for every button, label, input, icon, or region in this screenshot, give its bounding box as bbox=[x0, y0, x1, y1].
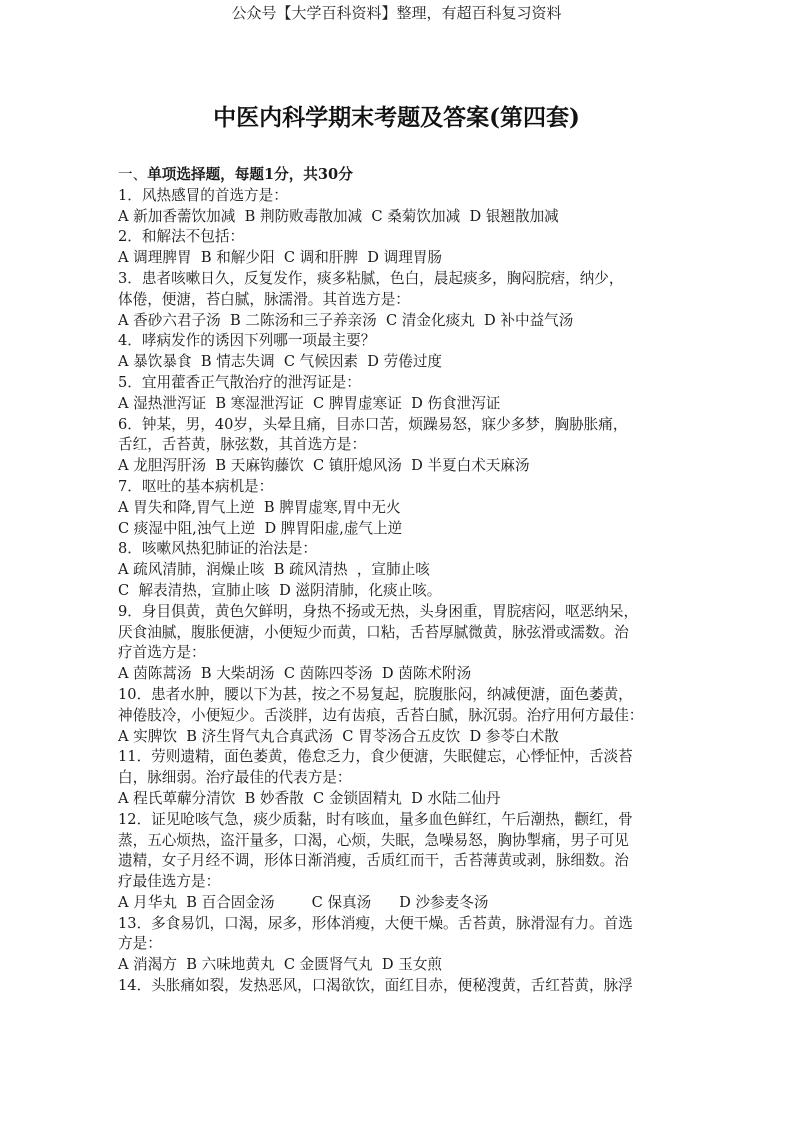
document-body bbox=[118, 165, 680, 997]
question-item bbox=[118, 539, 680, 601]
question-stem-line: 14．头胀痛如裂，发热恶风，口渴欲饮，面红目赤，便秘溲黄，舌红苔黄，脉浮 bbox=[118, 977, 633, 995]
question-stem-line: 疗首选方是： bbox=[118, 644, 206, 662]
question-stem-line: 7．呕吐的基本病机是： bbox=[118, 477, 274, 495]
question-item bbox=[118, 477, 680, 539]
answer-options-line: C 痰湿中阻,浊气上逆 D 脾胃阳虚,虚气上逆 bbox=[118, 519, 403, 537]
question-item bbox=[118, 373, 680, 415]
question-stem-line: 神倦肢冷，小便短少。舌淡胖，边有齿痕，舌苔白腻，脉沉弱。治疗用何方最佳： bbox=[118, 706, 644, 724]
question-stem-line: 蒸，五心烦热，盗汗量多，口渴，心烦，失眠，急噪易怒，胸协掣痛，男子可见 bbox=[118, 831, 629, 849]
question-stem-line: 体倦，便溏，苔白腻，脉濡滑。其首选方是： bbox=[118, 290, 410, 308]
answer-options-line: A 疏风清肺，润燥止咳 B 疏风清热 ，宣肺止咳 bbox=[118, 561, 430, 579]
question-item bbox=[118, 602, 680, 685]
question-stem-line: 3．患者咳嗽日久，反复发作，痰多粘腻，色白，晨起痰多，胸闷脘痞，纳少， bbox=[118, 269, 624, 287]
question-stem-line: 遗精，女子月经不调，形体日渐消瘦，舌质红而干，舌苔薄黄或剥，脉细数。治 bbox=[118, 852, 629, 870]
question-item bbox=[118, 747, 680, 809]
answer-options-line: A 实脾饮 B 济生肾气丸合真武汤 C 胃苓汤合五皮饮 D 参苓白术散 bbox=[118, 727, 559, 745]
question-item bbox=[118, 976, 680, 997]
question-item bbox=[118, 186, 680, 228]
question-item bbox=[118, 269, 680, 331]
question-stem-line: 9．身目俱黄，黄色欠鲜明，身热不扬或无热，头身困重，胃脘痞闷，呕恶纳呆， bbox=[118, 602, 639, 620]
question-list bbox=[118, 186, 680, 997]
page-header-watermark: 公众号【大学百科资料】整理，有超百科复习资料 bbox=[231, 4, 562, 22]
question-item bbox=[118, 810, 680, 914]
question-item bbox=[118, 415, 680, 477]
question-stem-line: 12．证见呛咳气急，痰少质黏，时有咳血，量多血色鲜红，午后潮热，颧红，骨 bbox=[118, 810, 633, 828]
answer-options-line: A 调理脾胃 B 和解少阳 C 调和肝脾 D 调理胃肠 bbox=[118, 249, 443, 267]
answer-options-line: A 程氏萆薢分清饮 B 妙香散 C 金锁固精丸 D 水陆二仙丹 bbox=[118, 789, 501, 807]
section-heading bbox=[118, 165, 680, 186]
question-item bbox=[118, 685, 680, 747]
question-stem-line: 8．咳嗽风热犯肺证的治法是： bbox=[118, 540, 318, 558]
answer-options-line: A 月华丸 B 百合固金汤 C 保真汤 D 沙参麦冬汤 bbox=[118, 893, 489, 911]
answer-options-line: A 消渴方 B 六味地黄丸 C 金匮肾气丸 D 玉女煎 bbox=[118, 956, 443, 974]
question-stem-line: 6．钟某，男，40岁，头晕且痛，目赤口苦，烦躁易怒，寐少多梦，胸胁胀痛， bbox=[118, 415, 628, 433]
answer-options-line: A 香砂六君子汤 B 二陈汤和三子养亲汤 C 清金化痰丸 D 补中益气汤 bbox=[118, 311, 574, 329]
question-stem-line: 5．宜用藿香正气散治疗的泄泻证是： bbox=[118, 373, 361, 391]
question-stem-line: 疗最佳选方是： bbox=[118, 873, 221, 891]
answer-options-line: A 茵陈蒿汤 B 大柴胡汤 C 茵陈四苓汤 D 茵陈术附汤 bbox=[118, 665, 472, 683]
answer-options-line: C 解表清热，宣肺止咳 D 滋阴清肺，化痰止咳。 bbox=[118, 581, 442, 599]
question-stem-line: 11．劳则遗精，面色萎黄，倦怠乏力，食少便溏，失眠健忘，心悸怔忡，舌淡苔 bbox=[118, 748, 633, 766]
question-stem-line: 厌食油腻，腹胀便溏，小便短少而黄，口粘，舌苔厚腻微黄，脉弦滑或濡数。治 bbox=[118, 623, 629, 641]
question-stem-line: 13．多食易饥，口渴，尿多，形体消瘦，大便干燥。舌苔黄，脉滑湿有力。首选 bbox=[118, 914, 633, 932]
question-stem-line: 10．患者水肿，腰以下为甚，按之不易复起，脘腹胀闷，纳减便溏，面色萎黄， bbox=[118, 685, 633, 703]
question-item bbox=[118, 227, 680, 269]
answer-options-line: A 龙胆泻肝汤 B 天麻钩藤饮 C 镇肝熄风汤 D 半夏白术天麻汤 bbox=[118, 457, 530, 475]
answer-options-line: A 胃失和降,胃气上逆 B 脾胃虚寒,胃中无火 bbox=[118, 498, 401, 516]
answer-options-line: A 暴饮暴食 B 情志失调 C 气候因素 D 劳倦过度 bbox=[118, 353, 443, 371]
document-title: 中医内科学期末考题及答案(第四套) bbox=[213, 104, 580, 131]
question-stem-line: 白，脉细弱。治疗最佳的代表方是： bbox=[118, 769, 352, 787]
answer-options-line: A 新加香薷饮加减 B 荆防败毒散加减 C 桑菊饮加减 D 银翘散加减 bbox=[118, 207, 559, 225]
question-stem-line: 方是： bbox=[118, 935, 162, 953]
question-stem-line: 4．哮病发作的诱因下列哪一项最主要？ bbox=[118, 332, 376, 350]
section-number: 一、 bbox=[118, 166, 148, 183]
question-item bbox=[118, 331, 680, 373]
question-item bbox=[118, 914, 680, 976]
question-stem-line: 1．风热感冒的首选方是： bbox=[118, 186, 288, 204]
answer-options-line: A 湿热泄泻证 B 寒湿泄泻证 C 脾胃虚寒证 D 伤食泄泻证 bbox=[118, 394, 501, 412]
question-stem-line: 舌红，舌苔黄，脉弦数，其首选方是： bbox=[118, 436, 367, 454]
question-stem-line: 2．和解法不包括： bbox=[118, 228, 245, 246]
section-label: 单项选择题，每题1分，共30分 bbox=[147, 166, 353, 183]
